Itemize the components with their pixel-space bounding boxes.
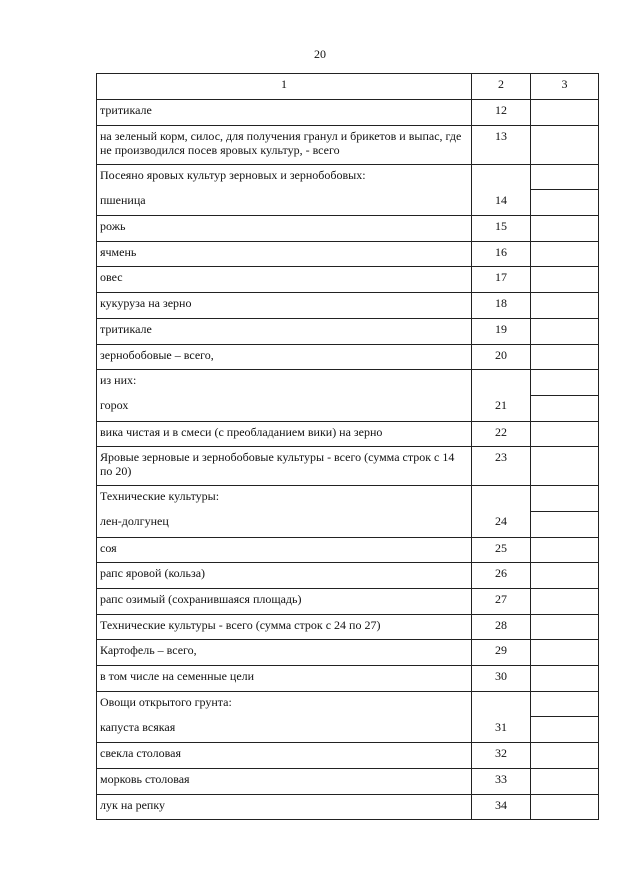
row-value-cell[interactable]	[531, 589, 599, 615]
row-code: 23	[472, 447, 531, 486]
row-code: 25	[472, 537, 531, 563]
row-value-cell[interactable]	[531, 768, 599, 794]
table-row	[97, 370, 599, 396]
row-label: пшеница	[97, 190, 472, 216]
row-code: 24	[472, 511, 531, 537]
row-label: свекла столовая	[97, 743, 472, 769]
table-header-row	[97, 74, 599, 100]
row-label: из них:	[97, 370, 472, 396]
table-row	[97, 743, 599, 769]
row-code: 12	[472, 100, 531, 126]
row-value-cell[interactable]	[531, 794, 599, 820]
row-label: в том числе на семенные цели	[97, 666, 472, 692]
row-label: соя	[97, 537, 472, 563]
row-code: 21	[472, 395, 531, 421]
row-value-cell[interactable]	[531, 563, 599, 589]
row-code: 27	[472, 589, 531, 615]
page-number: 20	[314, 47, 326, 61]
table-row	[97, 216, 599, 242]
crop-area-table	[96, 73, 599, 820]
header-col-2: 2	[472, 74, 531, 100]
row-value-cell[interactable]	[531, 691, 599, 717]
row-code: 16	[472, 241, 531, 267]
row-value-cell[interactable]	[531, 614, 599, 640]
row-value-cell[interactable]	[531, 190, 599, 216]
row-value-cell[interactable]	[531, 164, 599, 190]
row-code: 33	[472, 768, 531, 794]
row-value-cell[interactable]	[531, 318, 599, 344]
row-code: 26	[472, 563, 531, 589]
table-body	[97, 74, 599, 820]
table-row	[97, 100, 599, 126]
row-label: капуста всякая	[97, 717, 472, 743]
row-value-cell[interactable]	[531, 267, 599, 293]
row-value-cell[interactable]	[531, 241, 599, 267]
row-label: на зеленый корм, силос, для получения гранул и брикетов и выпас, где не производился посев яровых культур, - всего	[97, 125, 472, 164]
row-value-cell[interactable]	[531, 125, 599, 164]
row-value-cell[interactable]	[531, 344, 599, 370]
table-row	[97, 267, 599, 293]
table-row	[97, 589, 599, 615]
row-label: Технические культуры:	[97, 486, 472, 512]
row-code	[472, 164, 531, 190]
row-value-cell[interactable]	[531, 640, 599, 666]
row-value-cell[interactable]	[531, 666, 599, 692]
row-code: 13	[472, 125, 531, 164]
table-row	[97, 395, 599, 421]
row-label: вика чистая и в смеси (с преобладанием вики) на зерно	[97, 421, 472, 447]
row-label: зернобобовые – всего,	[97, 344, 472, 370]
row-code: 15	[472, 216, 531, 242]
row-label: рожь	[97, 216, 472, 242]
table-row	[97, 717, 599, 743]
row-code: 14	[472, 190, 531, 216]
row-code	[472, 370, 531, 396]
row-label: тритикале	[97, 100, 472, 126]
row-code	[472, 486, 531, 512]
row-code: 19	[472, 318, 531, 344]
table-row	[97, 614, 599, 640]
row-code	[472, 691, 531, 717]
row-value-cell[interactable]	[531, 421, 599, 447]
table-row	[97, 511, 599, 537]
row-value-cell[interactable]	[531, 100, 599, 126]
table-row	[97, 666, 599, 692]
row-label: овес	[97, 267, 472, 293]
row-value-cell[interactable]	[531, 717, 599, 743]
header-col-3: 3	[531, 74, 599, 100]
row-label: кукуруза на зерно	[97, 293, 472, 319]
row-value-cell[interactable]	[531, 743, 599, 769]
row-code: 32	[472, 743, 531, 769]
row-code: 22	[472, 421, 531, 447]
table-row	[97, 447, 599, 486]
row-label: Овощи открытого грунта:	[97, 691, 472, 717]
row-value-cell[interactable]	[531, 395, 599, 421]
row-code: 28	[472, 614, 531, 640]
row-label: Технические культуры - всего (сумма строк с 24 по 27)	[97, 614, 472, 640]
table-row	[97, 691, 599, 717]
row-label: лен-долгунец	[97, 511, 472, 537]
row-value-cell[interactable]	[531, 216, 599, 242]
row-value-cell[interactable]	[531, 537, 599, 563]
table-row	[97, 241, 599, 267]
row-label: ячмень	[97, 241, 472, 267]
table-row	[97, 164, 599, 190]
row-label: рапс яровой (кольза)	[97, 563, 472, 589]
table-row	[97, 486, 599, 512]
table-row	[97, 344, 599, 370]
row-label: рапс озимый (сохранившаяся площадь)	[97, 589, 472, 615]
row-code: 34	[472, 794, 531, 820]
row-code: 29	[472, 640, 531, 666]
table-row	[97, 563, 599, 589]
row-label: Яровые зерновые и зернобобовые культуры - всего (сумма строк с 14 по 20)	[97, 447, 472, 486]
row-code: 20	[472, 344, 531, 370]
row-code: 31	[472, 717, 531, 743]
row-value-cell[interactable]	[531, 293, 599, 319]
table-row	[97, 125, 599, 164]
row-label: Посеяно яровых культур зерновых и зернобобовых:	[97, 164, 472, 190]
table-row	[97, 640, 599, 666]
row-code: 30	[472, 666, 531, 692]
table-row	[97, 318, 599, 344]
row-code: 18	[472, 293, 531, 319]
row-value-cell[interactable]	[531, 447, 599, 486]
row-label: горох	[97, 395, 472, 421]
row-value-cell[interactable]	[531, 486, 599, 512]
row-label: тритикале	[97, 318, 472, 344]
row-label: лук на репку	[97, 794, 472, 820]
row-label: Картофель – всего,	[97, 640, 472, 666]
table-row	[97, 768, 599, 794]
table-row	[97, 421, 599, 447]
row-value-cell[interactable]	[531, 370, 599, 396]
row-code: 17	[472, 267, 531, 293]
table-row	[97, 293, 599, 319]
row-label: морковь столовая	[97, 768, 472, 794]
table-row	[97, 794, 599, 820]
table-row	[97, 537, 599, 563]
table-row	[97, 190, 599, 216]
row-value-cell[interactable]	[531, 511, 599, 537]
header-col-1: 1	[97, 74, 472, 100]
